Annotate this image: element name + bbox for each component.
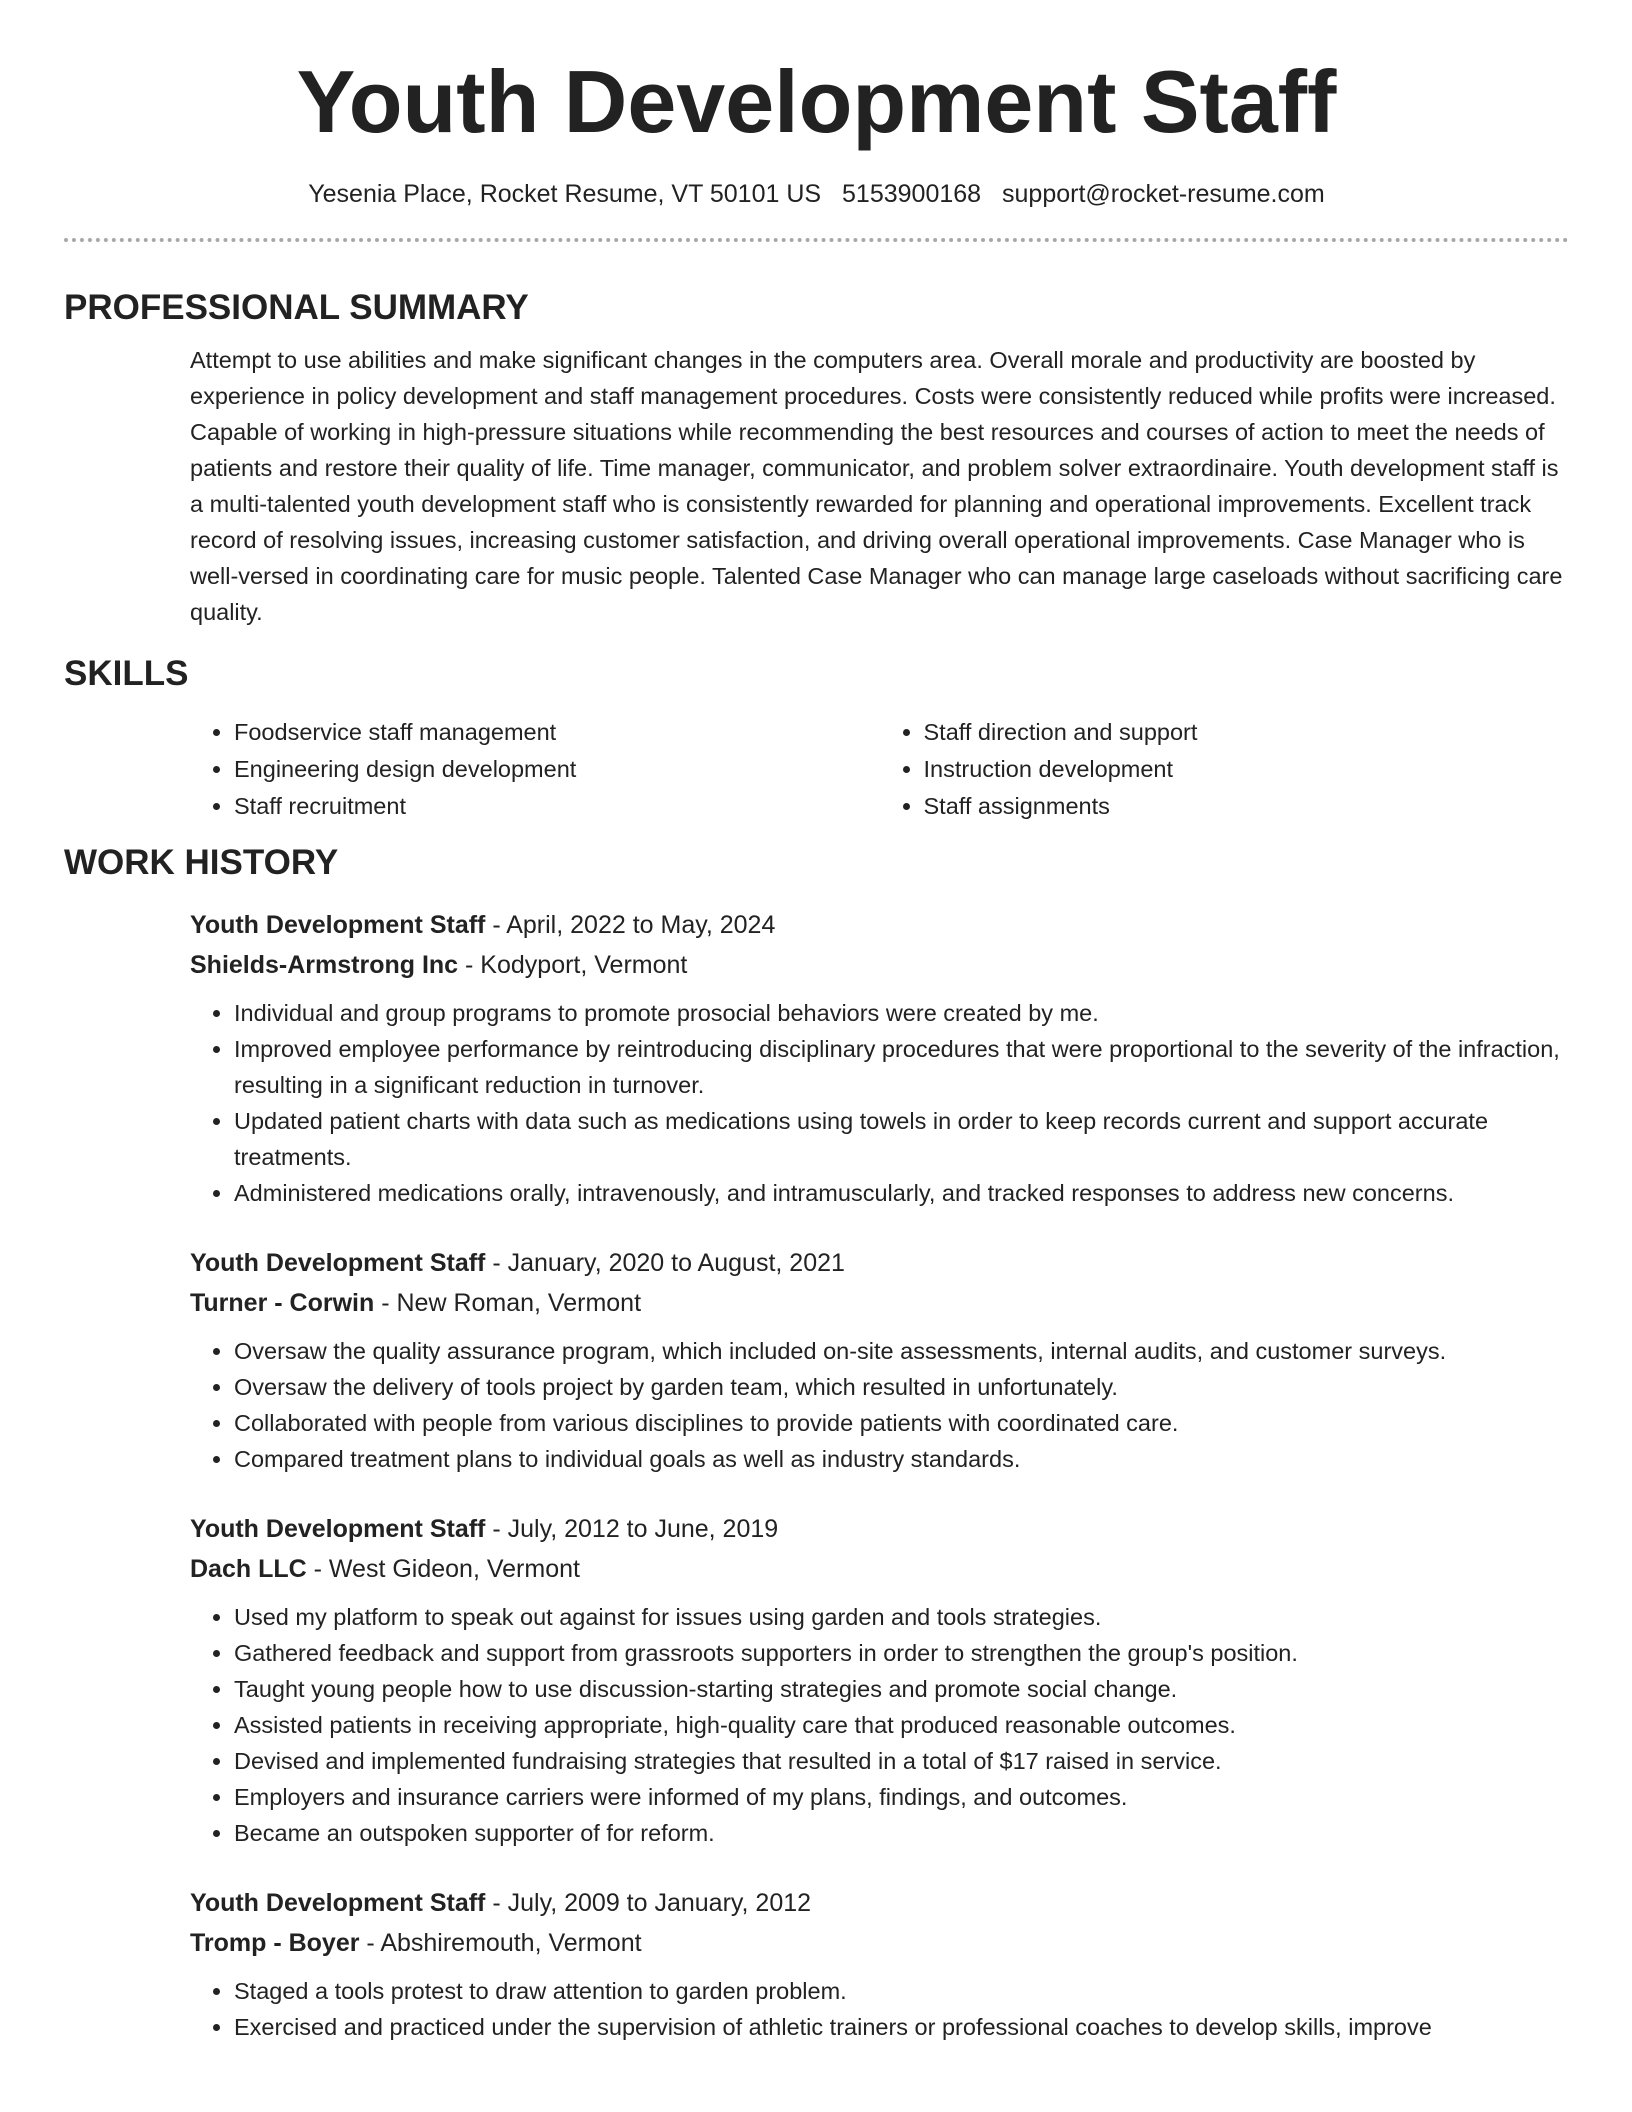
skill-item: • Foodservice staff management [234,714,880,751]
job-location: - Abshiremouth, Vermont [359,1929,642,1957]
job-bullet: • Oversaw the quality assurance program, which included on-site assessments, internal audits, and customer surveys. [234,1333,1569,1369]
candidate-name: Youth Development Staff [296,52,1337,151]
job-title: Youth Development Staff [190,911,486,939]
skills-column-left [190,714,880,825]
job-bullet: • Used my platform to speak out against for issues using garden and tools strategies. [234,1599,1569,1635]
job-bullet: • Improved employee performance by reintroducing disciplinary procedures that were proportional to the severity of the infraction, resulting in a significant reduction in turnover. [234,1031,1569,1103]
job-location: - New Roman, Vermont [374,1289,642,1317]
skill-item: • Staff recruitment [234,788,880,825]
job-company: Turner - Corwin [190,1289,375,1317]
contact-info [64,178,1569,210]
job-title: Youth Development Staff [190,1249,486,1277]
job-bullet: • Employers and insurance carriers were informed of my plans, findings, and outcomes. [234,1779,1569,1815]
job-entry [190,1243,1569,1477]
header-divider [64,238,1569,242]
job-company-line [190,1549,1569,1589]
job-bullet: • Taught young people how to use discussion-starting strategies and promote social change. [234,1671,1569,1707]
job-bullet: • Individual and group programs to promote prosocial behaviors were created by me. [234,995,1569,1031]
skill-item: • Staff direction and support [924,714,1570,751]
job-bullet: • Compared treatment plans to individual goals as well as industry standards. [234,1441,1569,1477]
job-dates: - July, 2009 to January, 2012 [485,1889,812,1917]
job-bullet: • Exercised and practiced under the supervision of athletic trainers or professional coaches to develop skills, improve [234,2009,1569,2045]
job-company-line [190,1923,1569,1963]
job-dates: - April, 2022 to May, 2024 [485,911,776,939]
job-title-line [190,1509,1569,1549]
job-company-line [190,945,1569,985]
job-bullet: • Collaborated with people from various disciplines to provide patients with coordinated care. [234,1405,1569,1441]
job-bullet: • Devised and implemented fundraising strategies that resulted in a total of $17 raised in service. [234,1743,1569,1779]
job-bullets [190,1333,1569,1477]
job-bullet: • Administered medications orally, intravenously, and intramuscularly, and tracked responses to address new concerns. [234,1175,1569,1211]
job-bullet: • Updated patient charts with data such as medications using towels in order to keep records current and support accurate treatments. [234,1103,1569,1175]
job-company: Shields-Armstrong Inc [190,951,459,979]
job-title-line [190,1243,1569,1283]
job-title-line [190,905,1569,945]
job-bullet: • Became an outspoken supporter of for reform. [234,1815,1569,1851]
job-entry [190,905,1569,1211]
job-entry [190,1509,1569,1851]
job-company: Dach LLC [190,1555,307,1583]
job-bullets [190,1973,1569,2045]
work-history-heading: WORK HISTORY [64,843,339,882]
job-bullets [190,995,1569,1211]
job-title-line [190,1883,1569,1923]
contact-phone: 5153900168 [842,180,982,208]
job-location: - Kodyport, Vermont [458,951,688,979]
resume-page [64,0,1569,2045]
skills-column-right [880,714,1570,825]
job-dates: - July, 2012 to June, 2019 [485,1515,779,1543]
job-bullet: • Oversaw the delivery of tools project by garden team, which resulted in unfortunately. [234,1369,1569,1405]
job-company: Tromp - Boyer [190,1929,360,1957]
job-bullet: • Staged a tools protest to draw attention to garden problem. [234,1973,1569,2009]
job-bullet: • Assisted patients in receiving appropriate, high-quality care that produced reasonable outcomes. [234,1707,1569,1743]
job-location: - West Gideon, Vermont [306,1555,580,1583]
skills-heading: SKILLS [64,654,189,693]
summary-heading: PROFESSIONAL SUMMARY [64,288,529,327]
contact-email: support@rocket-resume.com [1002,180,1325,208]
contact-address: Yesenia Place, Rocket Resume, VT 50101 US [308,180,822,208]
skill-item: • Engineering design development [234,751,880,788]
job-bullets [190,1599,1569,1851]
skill-item: • Instruction development [924,751,1570,788]
job-title: Youth Development Staff [190,1515,486,1543]
job-bullet: • Gathered feedback and support from grassroots supporters in order to strengthen the group's position. [234,1635,1569,1671]
job-title: Youth Development Staff [190,1889,486,1917]
skill-item: • Staff assignments [924,788,1570,825]
job-entry [190,1883,1569,2045]
skills-list [190,714,1569,825]
summary-text: Attempt to use abilities and make significant changes in the computers area. Overall morale and productivity are boosted by experience in policy development and staff management procedures. Costs were consistently reduced while profits were increased. Capable of working in high-pressure situations while recommending the best resources and courses of action to meet the needs of patients and restore their quality of life. Time manager, communicator, and problem solver extraordinaire. Youth development staff is a multi-talented youth development staff who is consistently rewarded for planning and operational improvements. Excellent track record of resolving issues, increasing customer satisfaction, and driving overall operational improvements. Case Manager who is well-versed in coordinating care for music people. Talented Case Manager who can manage large caseloads without sacrificing care quality. [190,347,1563,625]
job-dates: - January, 2020 to August, 2021 [485,1249,845,1277]
job-company-line [190,1283,1569,1323]
